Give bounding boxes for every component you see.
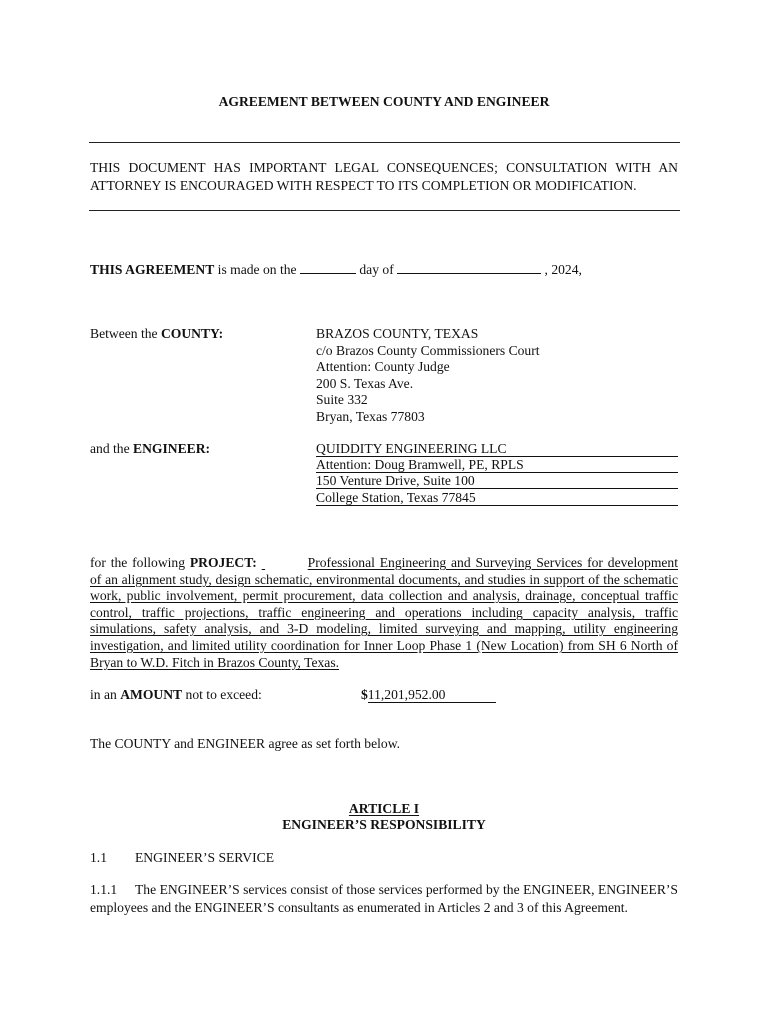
amount-suffix: not to exceed: [182, 687, 262, 702]
county-label-bold: COUNTY: [160, 326, 224, 341]
day-of-text: day of [355, 262, 398, 277]
amount-label-bold: AMOUNT [120, 687, 183, 702]
project-line-1 [90, 555, 678, 572]
year-text: , 2024, [541, 262, 582, 277]
agreement-date-line [90, 260, 582, 278]
project-underline-gap [262, 555, 308, 572]
section-1-1-1-line-1 [90, 882, 678, 899]
project-line-5: simulations, safety analysis, and 3-D modeling, limited surveying and mapping, utility engineering [90, 621, 678, 636]
legal-notice-line-1: THIS DOCUMENT HAS IMPORTANT LEGAL CONSEQUENCES; CONSULTATION WITH AN [90, 160, 678, 175]
article-number: ARTICLE I [348, 801, 420, 816]
section-1-1-1-number: 1.1.1 [90, 882, 118, 897]
document-title: AGREEMENT BETWEEN COUNTY AND ENGINEER [218, 94, 550, 109]
amount-currency: $ [361, 687, 368, 702]
engineer-label [90, 440, 210, 457]
county-label-prefix: Between the [90, 326, 161, 341]
agree-statement: The COUNTY and ENGINEER agree as set forth below. [90, 736, 401, 751]
county-line-2: c/o Brazos County Commissioners Court [316, 343, 540, 358]
engineer-line-4: College Station, Texas 77845 [316, 490, 678, 506]
county-line-3: Attention: County Judge [316, 359, 450, 374]
agreement-lead: THIS AGREEMENT [90, 262, 215, 277]
article-heading: ENGINEER’S RESPONSIBILITY [282, 817, 486, 832]
section-1-1-number: 1.1 [90, 850, 107, 865]
project-prefix: for the following [90, 555, 190, 570]
made-on-text: is made on the [214, 262, 300, 277]
county-label [90, 325, 223, 342]
bottom-rule [89, 210, 680, 211]
section-1-1-title: ENGINEER’S SERVICE [135, 850, 274, 865]
amount-prefix: in an [90, 687, 121, 702]
amount-label [90, 686, 262, 703]
engineer-label-prefix: and the [90, 441, 134, 456]
engineer-label-bold: ENGINEER: [133, 441, 211, 456]
month-blank[interactable] [397, 260, 541, 274]
amount-number: 11,201,952.00 [368, 687, 496, 703]
engineer-line-2: Attention: Doug Bramwell, PE, RPLS [316, 457, 678, 473]
amount-value [361, 686, 496, 703]
legal-notice-line-2: ATTORNEY IS ENCOURAGED WITH RESPECT TO ITS COMPLETION OR MODIFICATION. [90, 178, 637, 193]
section-1-1 [90, 849, 274, 866]
county-line-4: 200 S. Texas Ave. [316, 376, 414, 391]
county-line-6: Bryan, Texas 77803 [316, 409, 425, 424]
county-line-1: BRAZOS COUNTY, TEXAS [316, 326, 479, 341]
county-line-5: Suite 332 [316, 392, 368, 407]
top-rule [89, 142, 680, 143]
day-blank[interactable] [300, 260, 356, 274]
engineer-line-3: 150 Venture Drive, Suite 100 [316, 473, 678, 489]
project-line-6: investigation, and limited utility coordination for Inner Loop Phase 1 (New Location) from SH 6 North of [90, 638, 678, 653]
project-line-3: work, public involvement, permit procurement, data collection and analysis, drainage, conceptual traffic [90, 588, 678, 603]
project-line-4: control, traffic projections, traffic engineering and operations including capacity analysis, traffic [90, 605, 678, 620]
project-line-2: of an alignment study, design schematic, environmental documents, and studies in support of the schematic [90, 572, 678, 587]
engineer-line-1: QUIDDITY ENGINEERING LLC [316, 441, 678, 457]
section-1-1-1-line-2: employees and the ENGINEER’S consultants as enumerated in Articles 2 and 3 of this Agreement. [90, 900, 628, 915]
project-line-7: Bryan to W.D. Fitch in Brazos County, Texas. [90, 655, 340, 670]
project-label: PROJECT: [189, 555, 257, 570]
section-1-1-1-text-1: The ENGINEER’S services consist of those services performed by the ENGINEER, ENGINEER’S [135, 882, 678, 897]
project-text-1: Professional Engineering and Surveying Services for development [307, 555, 678, 570]
